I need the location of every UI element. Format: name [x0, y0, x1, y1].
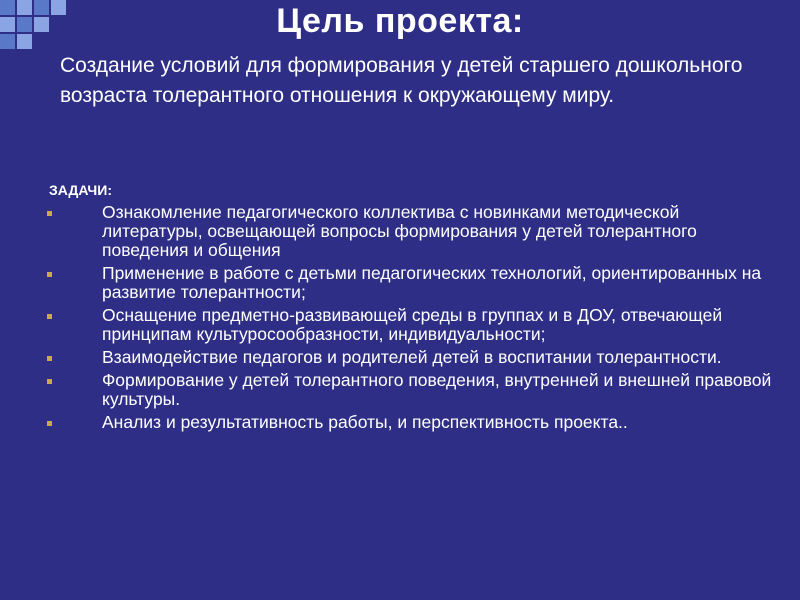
square-bullet-icon	[47, 314, 52, 319]
project-goal-text: Создание условий для формирования у детей старшего дошкольного возраста толерантного отношения к окружающему миру.	[60, 54, 743, 107]
square-bullet-icon	[47, 211, 52, 216]
task-text: Взаимодействие педагогов и родителей детей в воспитании толерантности.	[102, 347, 722, 367]
task-item	[0, 203, 800, 260]
task-item	[0, 348, 800, 367]
square-bullet-icon	[47, 379, 52, 384]
task-item	[0, 371, 800, 409]
tasks-heading: ЗАДАЧИ:	[49, 182, 112, 198]
task-text: Формирование у детей толерантного поведения, внутренней и внешней правовой культуры.	[102, 370, 772, 409]
square-bullet-icon	[47, 356, 52, 361]
task-item	[0, 413, 800, 432]
task-item	[0, 264, 800, 302]
task-text: Ознакомление педагогического коллектива с новинками методической литературы, освещающей вопросы формирования у детей толерантного поведения и общения	[102, 202, 697, 260]
square-bullet-icon	[47, 272, 52, 277]
task-text: Оснащение предметно-развивающей среды в группах и в ДОУ, отвечающей принципам культуросообразности, индивидуальности;	[102, 305, 723, 344]
slide-title: Цель проекта:	[276, 2, 524, 40]
tasks-list	[0, 203, 800, 436]
square-bullet-icon	[47, 421, 52, 426]
task-text: Анализ и результативность работы, и перспективность проекта..	[102, 412, 628, 432]
task-text: Применение в работе с детьми педагогических технологий, ориентированных на развитие толерантности;	[102, 263, 762, 302]
task-item	[0, 306, 800, 344]
